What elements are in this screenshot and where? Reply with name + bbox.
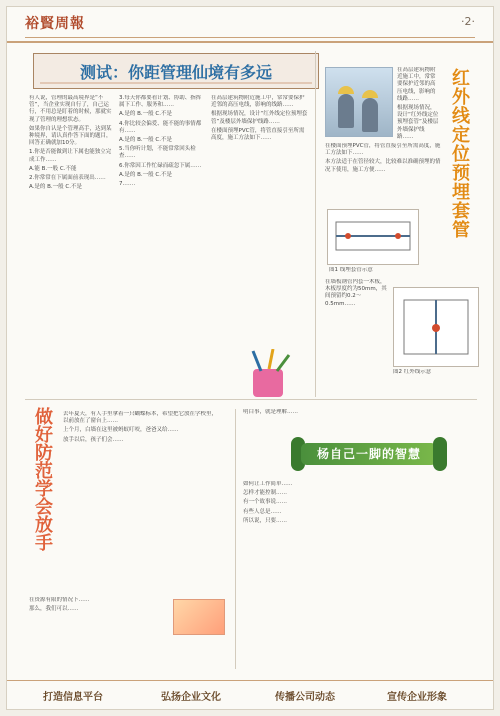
diagram-caption	[329, 267, 419, 277]
banner-text: 杨自己一脚的智慧	[316, 447, 421, 461]
paragraph: 在高层建筑物附近施工中，常常要保护近邻的高压电线，影响的线路……	[397, 67, 436, 102]
worker-helmet-icon	[362, 90, 378, 98]
title-char: 红	[452, 68, 470, 89]
paragraph: 所以说，只要……	[243, 517, 288, 524]
footer-item: 弘扬企业文化	[161, 692, 221, 703]
paragraph: A.是的 B.一般 C.不是	[29, 184, 83, 191]
paragraph: 有人说，管理的最高境界是“不管”，当企业实现自行了，自己运行，不用总是盯着的时候，那就实现了管理的理想状态。	[29, 95, 112, 123]
paragraph: 去年夏天，有人手里拿着一只蝴蝶标本，希望把它放在学校里，以前放在了窗台上……	[63, 411, 218, 425]
paragraph: 3.每天你都要看计划、协助、指挥属下工作、服务和……	[119, 95, 202, 109]
banner-stripe	[40, 82, 312, 84]
title-char: 手	[35, 533, 53, 554]
title-char: 好	[35, 425, 53, 446]
paragraph: 2.你常常在下属面前表现出……	[29, 175, 106, 182]
column-divider	[315, 51, 316, 397]
paragraph: 明白事，就是理解……	[243, 409, 299, 415]
bottom-left-text	[29, 597, 169, 667]
paragraph: A.是的 B.一般 C.不是	[119, 137, 173, 144]
paragraph: 在资源有限的情况下……	[29, 597, 90, 603]
title-char: 埋	[452, 182, 470, 203]
wisdom-banner	[301, 437, 437, 477]
title-char: 套	[452, 201, 470, 222]
paragraph: 如果你自认是个管理高手，达到某种境界，请认真作答下面的题目，回答正确就加10分。	[29, 125, 112, 147]
caption: 图2 红外线示意	[393, 369, 432, 375]
right-mid-paragraph	[325, 279, 389, 391]
banner-title: 测试：你距管理仙境有多远	[79, 63, 272, 82]
paragraph: 本方法适于在管径较大，比较难以准确预埋的情况下使用，施工方便……	[325, 159, 441, 173]
banner-ornament-icon	[433, 437, 447, 471]
vertical-title-right	[443, 69, 479, 249]
title-char: 会	[35, 497, 53, 518]
title-char: 范	[35, 461, 53, 482]
paragraph: 7.……	[119, 181, 136, 188]
title-char: 预	[452, 163, 470, 184]
paragraph: A.是的 B.一般 C.不是	[119, 171, 173, 178]
footer-item: 打造信息平台	[43, 692, 103, 703]
paragraph: 怎样才能控制……	[243, 490, 288, 497]
page-header	[7, 7, 493, 43]
pencil-cup-icon	[243, 349, 303, 401]
paragraph: 如何让工作简单……	[243, 481, 293, 487]
title-char: 定	[452, 125, 470, 146]
newspaper-page	[6, 6, 494, 710]
paragraph: 在楼面预埋PVC管，将管直接引至所需高度，施工方法如下……	[325, 143, 441, 157]
paragraph: 1.你是否能做到让下属也能独立完成工作……	[29, 149, 112, 163]
top-right-column	[211, 95, 309, 341]
paragraph: 在墙板钢管内套一木板，木板厚度约为50mm，其间预留约0.2～0.5mm……	[325, 279, 387, 307]
mid-left-article	[63, 411, 219, 591]
title-char: 位	[452, 144, 470, 165]
paragraph: 根据现场情况，设计“红外线定位预埋套管”及楼层外墙保护线路……	[397, 105, 439, 140]
worker-figure-icon	[338, 94, 354, 128]
page-number: ·2·	[461, 15, 475, 28]
mid-right-article	[243, 409, 393, 435]
title-char: 放	[35, 515, 53, 536]
paragraph: 在楼面预埋PVC管，将管直接引至所需高度，施工方法如下……	[211, 127, 305, 142]
diagram2-caption	[393, 369, 479, 379]
pipe-diagram-2	[393, 287, 479, 367]
column-divider	[235, 409, 236, 669]
title-char: 管	[452, 220, 470, 241]
paper-name: 裕賢周報	[25, 16, 85, 32]
diagram2-svg	[394, 288, 478, 366]
paragraph: 根据现场情况，设计“红外线定位预埋套管”及楼层外墙保护线路……	[211, 111, 308, 125]
right-mid-text	[325, 143, 441, 203]
workers-photo	[325, 67, 393, 137]
paragraph: 有些人总是……	[243, 508, 282, 515]
page-footer	[7, 680, 493, 709]
title-char: 防	[35, 443, 53, 464]
title-char: 外	[452, 87, 470, 108]
article-banner	[33, 53, 319, 89]
paragraph: 5.当你听计划，不能常常回头检查……	[119, 146, 196, 160]
footer-item: 传播公司动态	[275, 692, 335, 703]
title-char: 线	[452, 106, 470, 127]
paragraph: 那么，我们可以……	[29, 606, 79, 613]
worker-helmet-icon	[338, 86, 354, 94]
caption: 图1 线埋套管示意	[329, 267, 373, 273]
diagram-svg	[328, 210, 418, 264]
pipe-diagram-1	[327, 209, 419, 265]
paragraph: A.能 B.一般 C.不能	[29, 165, 77, 172]
worker-figure-icon	[362, 98, 378, 132]
top-mid-column	[119, 95, 205, 341]
illustration-card	[173, 599, 225, 635]
footer-item: 宣传企业形象	[387, 692, 447, 703]
paragraph: 上个月，白墙在这里被蚂蚁叮咬，爸爸又给……	[63, 427, 179, 434]
vertical-title-left	[33, 409, 55, 553]
paragraph: A.是的 B.一般 C.不是	[119, 111, 173, 118]
mid-right-text-2	[243, 481, 477, 661]
header-rule	[25, 37, 475, 38]
paragraph: 6.你常因工作忙碌而疏忽下属……	[119, 162, 202, 169]
title-char: 做	[35, 407, 53, 428]
paragraph: 在高层建筑物附近施工中，常常要保护近邻的高压电线，影响的线路……	[211, 95, 305, 109]
paragraph: 有一个故事说……	[243, 499, 288, 506]
title-char: 学	[35, 479, 53, 500]
paragraph: 4.你比较会偏爱、能不能的事情都有……	[119, 120, 202, 134]
paragraph: 放手以后，孩子们会……	[63, 436, 124, 443]
top-left-column	[29, 95, 113, 349]
